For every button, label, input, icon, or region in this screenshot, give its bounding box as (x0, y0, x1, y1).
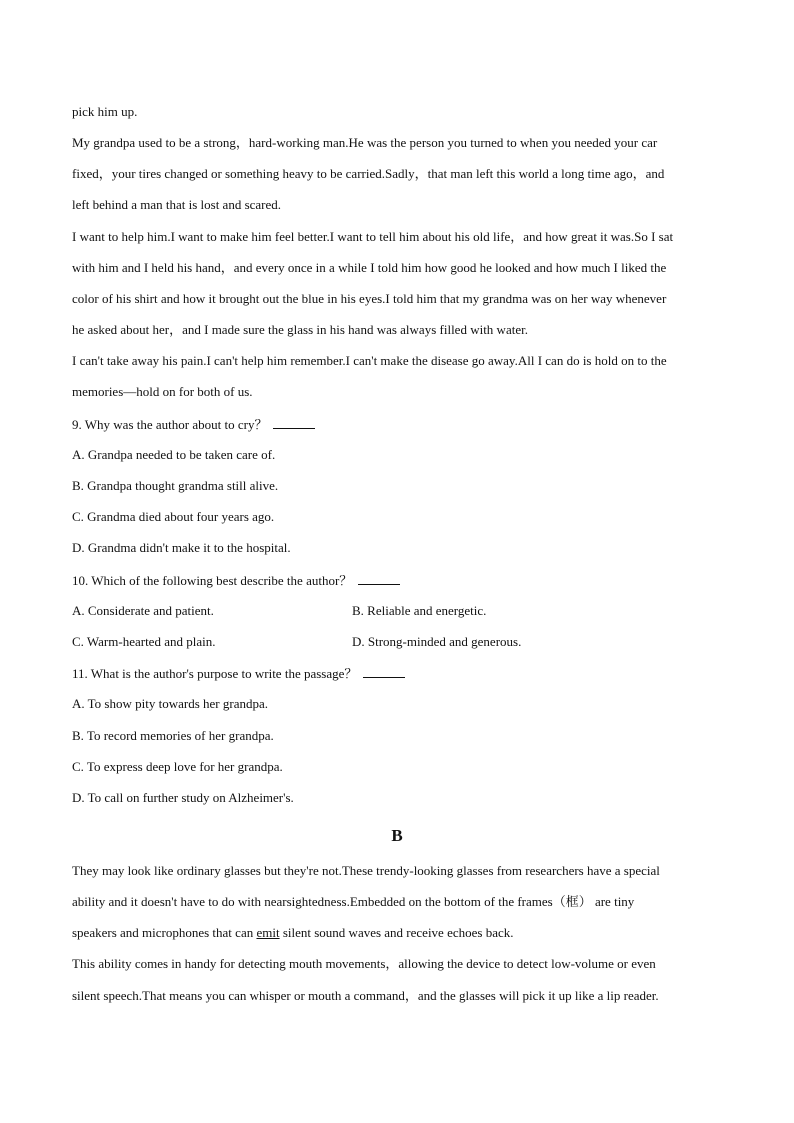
q11-option-a: A. To show pity towards her grandpa. (72, 696, 268, 711)
passage-b-text: silent sound waves and receive echoes back. (279, 925, 514, 940)
question-10-stem: 10. Which of the following best describe the author？ (72, 573, 353, 588)
question-10 (72, 572, 400, 589)
q9-option-a: A. Grandpa needed to be taken care of. (72, 447, 276, 462)
underlined-word: emit (256, 925, 280, 940)
answer-blank-11[interactable] (363, 665, 405, 678)
q9-option-c: C. Grandma died about four years ago. (72, 509, 275, 524)
passage-line: he asked about her，and I made sure the glass in his hand was always filled with water. (72, 322, 528, 337)
answer-blank-9[interactable] (273, 416, 315, 429)
passage-b-line: They may look like ordinary glasses but they're not.These trendy-looking glasses from researchers have a special (72, 863, 660, 878)
q9-option-d: D. Grandma didn't make it to the hospital. (72, 540, 291, 555)
q10-options-row-2 (72, 634, 712, 650)
passage-line: I want to help him.I want to make him feel better.I want to tell him about his old life，and how great it was.So I sat (72, 229, 674, 244)
passage-b-line (72, 925, 514, 941)
q10-options-row-1 (72, 603, 712, 619)
passage-line: left behind a man that is lost and scared. (72, 197, 282, 212)
q11-option-c: C. To express deep love for her grandpa. (72, 759, 283, 774)
q10-option-d: D. Strong-minded and generous. (352, 634, 522, 649)
passage-line: with him and I held his hand，and every once in a while I told him how good he looked and how much I liked the (72, 260, 667, 275)
q11-option-b: B. To record memories of her grandpa. (72, 728, 274, 743)
question-9 (72, 416, 315, 433)
q11-option-d: D. To call on further study on Alzheimer's. (72, 790, 294, 805)
answer-blank-10[interactable] (358, 572, 400, 585)
passage-b-line: silent speech.That means you can whisper or mouth a command，and the glasses will pick it up like a lip reader. (72, 988, 659, 1003)
passage-line: I can't take away his pain.I can't help him remember.I can't make the disease go away.All I can do is hold on to the (72, 353, 667, 368)
q10-option-a: A. Considerate and patient. (72, 603, 214, 618)
question-9-stem: 9. Why was the author about to cry？ (72, 417, 268, 432)
q9-option-b: B. Grandpa thought grandma still alive. (72, 478, 279, 493)
q10-option-c: C. Warm-hearted and plain. (72, 634, 216, 649)
question-11-stem: 11. What is the author's purpose to write the passage？ (72, 666, 358, 681)
passage-line: memories—hold on for both of us. (72, 384, 253, 399)
section-heading: B (391, 826, 403, 845)
passage-line: color of his shirt and how it brought out the blue in his eyes.I told him that my grandma was on her way whenever (72, 291, 667, 306)
passage-b-text: speakers and microphones that can (72, 925, 257, 940)
passage-line: pick him up. (72, 104, 138, 119)
passage-line: fixed，your tires changed or something heavy to be carried.Sadly，that man left this world a long time ago，and (72, 166, 665, 181)
passage-b-line: This ability comes in handy for detecting mouth movements，allowing the device to detect low-volume or even (72, 956, 656, 971)
passage-line: My grandpa used to be a strong，hard-working man.He was the person you turned to when you needed your car (72, 135, 658, 150)
passage-b-line: ability and it doesn't have to do with nearsightedness.Embedded on the bottom of the frames（框） are tiny (72, 894, 635, 909)
question-11 (72, 665, 405, 682)
q10-option-b: B. Reliable and energetic. (352, 603, 487, 618)
